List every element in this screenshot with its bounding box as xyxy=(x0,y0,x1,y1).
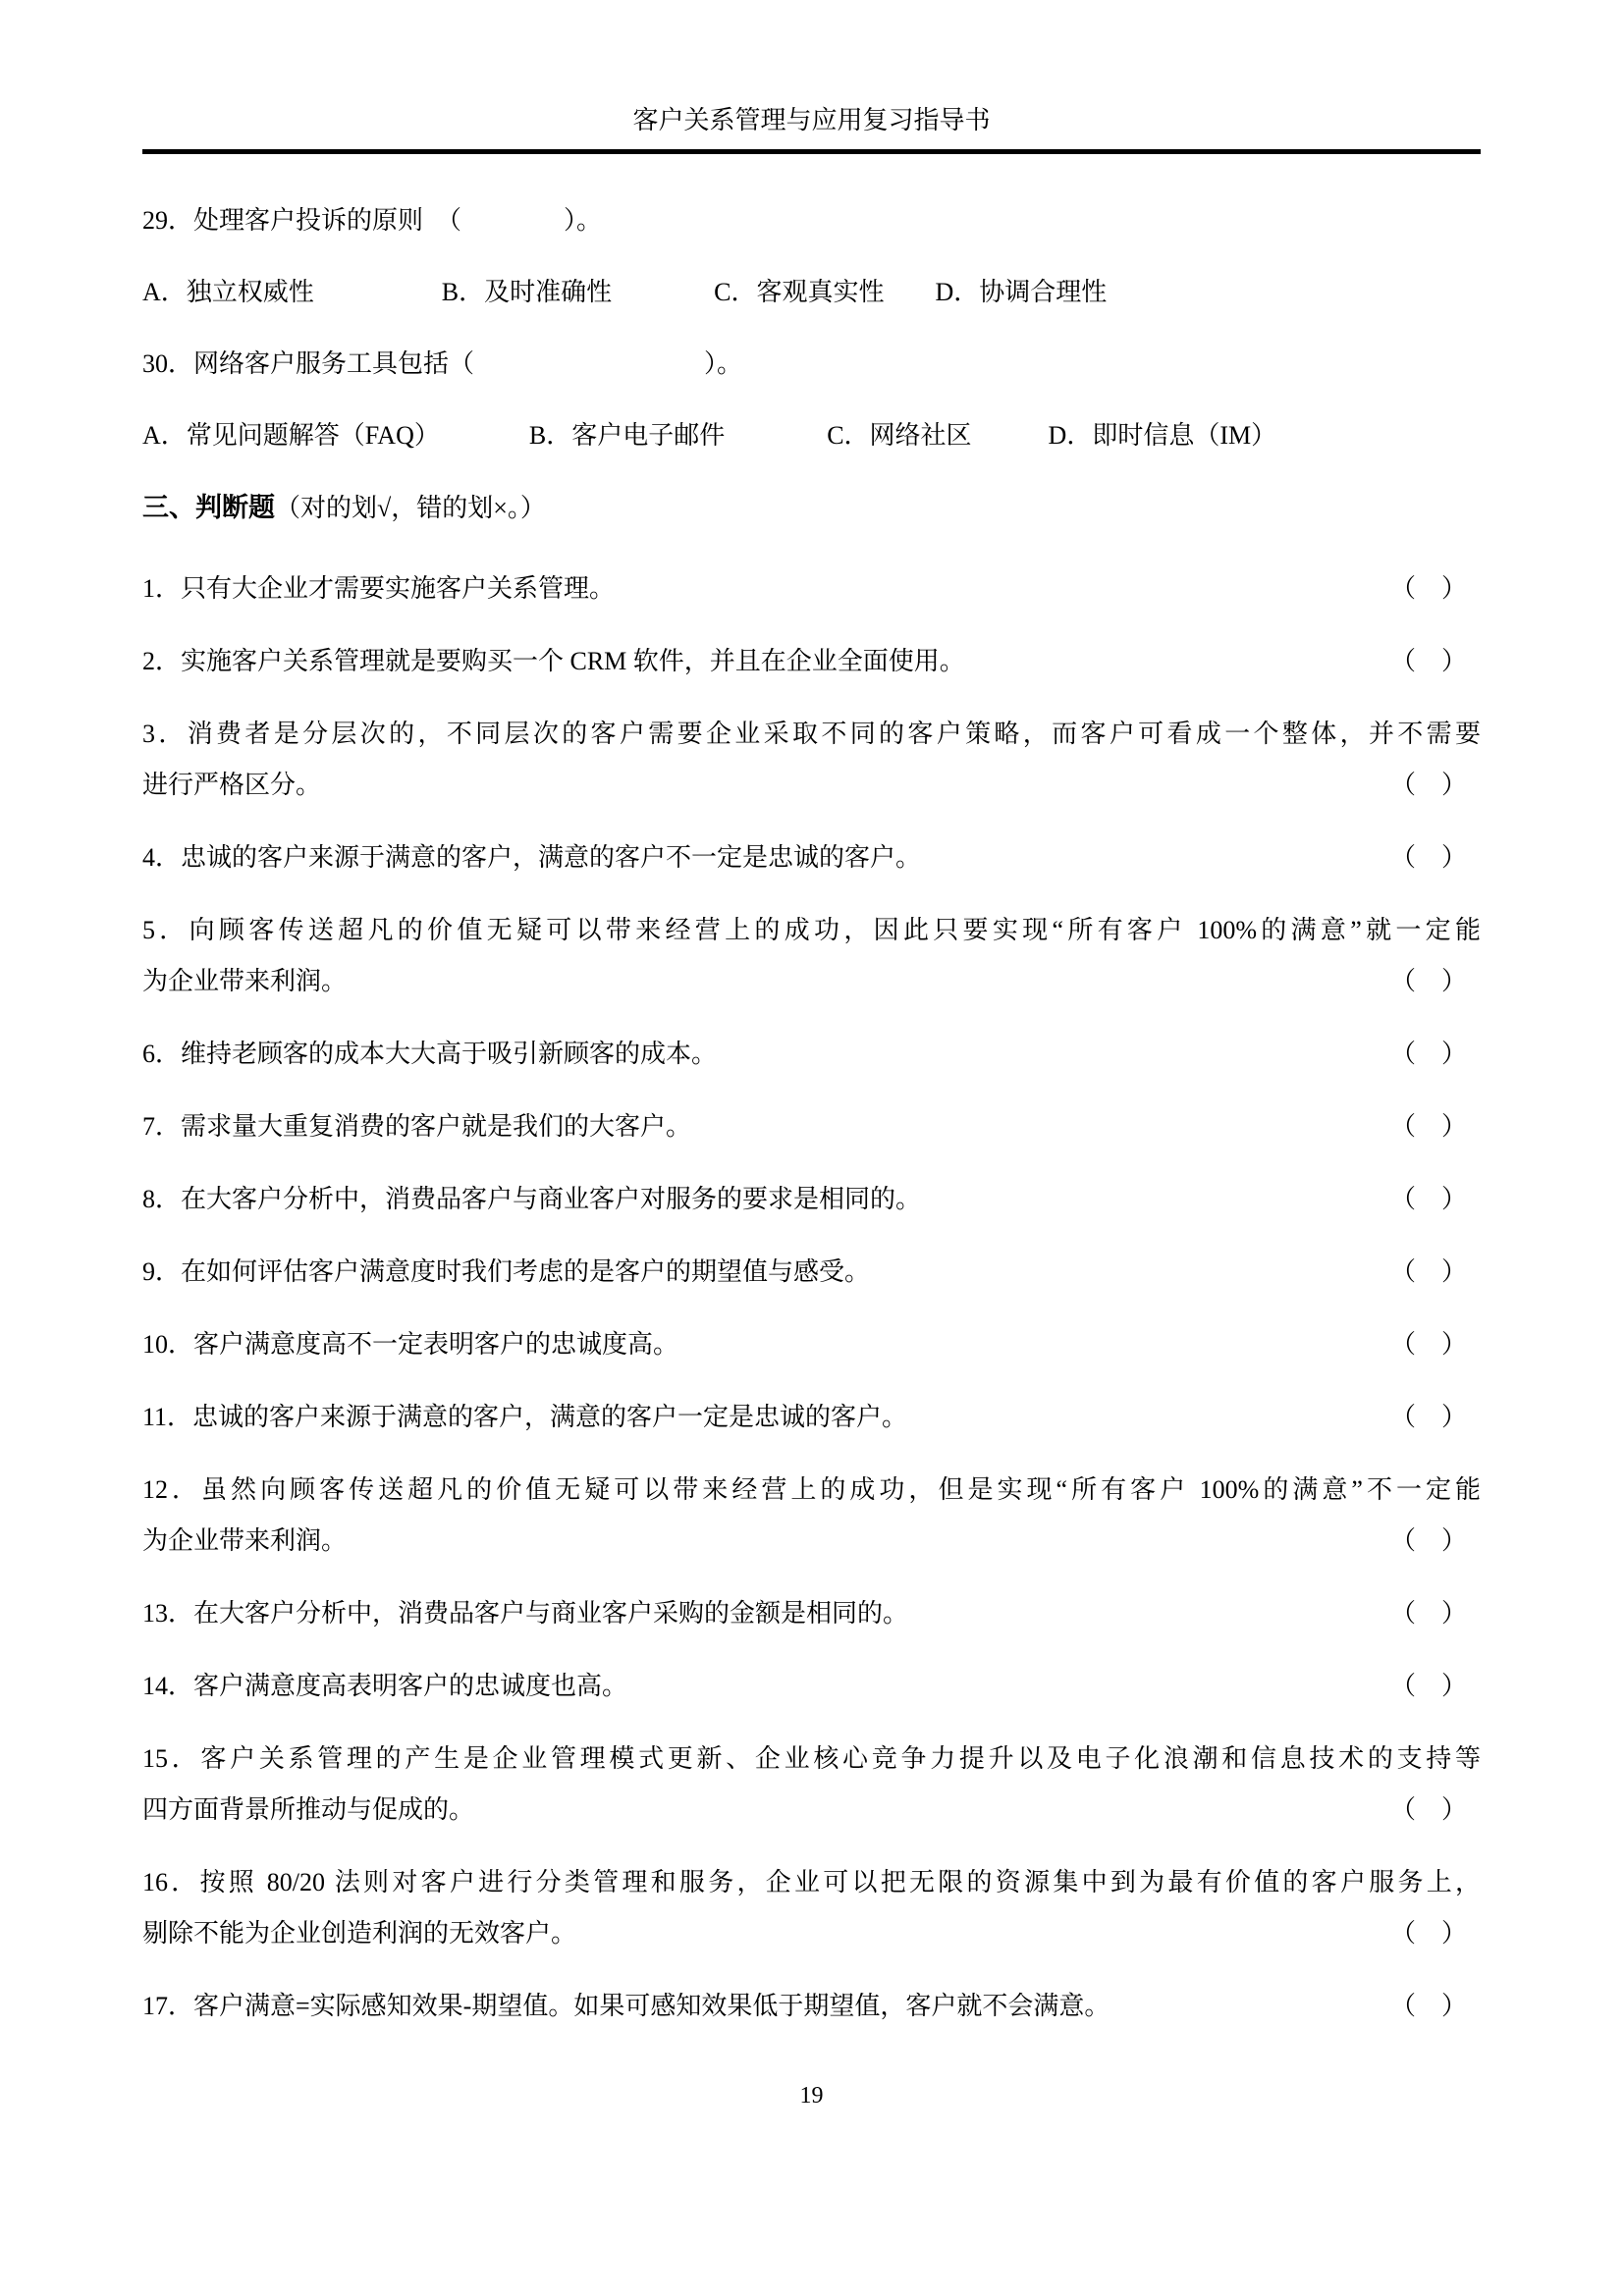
section-title: 三、判断题 xyxy=(142,493,275,522)
answer-blank: （ ） xyxy=(1389,647,1467,675)
answer-blank: （ ） xyxy=(1389,1526,1467,1555)
item-text: 15．客户关系管理的产生是企业管理模式更新、企业核心竞争力提升以及电子化浪潮和信息技术的支持等 xyxy=(142,1744,1481,1773)
answer-blank: （ ） xyxy=(1389,574,1467,603)
item-text: 13．在大客户分析中，消费品客户与商业客户采购的金额是相同的。 xyxy=(142,1599,909,1628)
page-content xyxy=(142,0,1481,2110)
item-text: 14．客户满意度高表明客户的忠诚度也高。 xyxy=(142,1672,628,1700)
item-text: 1．只有大企业才需要实施客户关系管理。 xyxy=(142,574,616,603)
answer-blank: （ ） xyxy=(1389,967,1467,995)
true-false-item-9 xyxy=(142,1247,1481,1298)
question-30: 30．网络客户服务工具包括（ ）。 xyxy=(142,349,743,378)
item-text: 11．忠诚的客户来源于满意的客户，满意的客户一定是忠诚的客户。 xyxy=(142,1403,908,1431)
true-false-item-17 xyxy=(142,1981,1481,2032)
answer-blank: （ ） xyxy=(1389,843,1467,872)
item-text: 6．维持老顾客的成本大大高于吸引新顾客的成本。 xyxy=(142,1040,718,1068)
item-text: 7．需求量大重复消费的客户就是我们的大客户。 xyxy=(142,1112,692,1141)
item-text: 10．客户满意度高不一定表明客户的忠诚度高。 xyxy=(142,1330,679,1359)
answer-blank: （ ） xyxy=(1389,1795,1467,1824)
true-false-item-6 xyxy=(142,1029,1481,1080)
answer-blank: （ ） xyxy=(1389,1919,1467,1948)
true-false-item-7 xyxy=(142,1101,1481,1152)
item-text: 为企业带来利润。 xyxy=(142,967,348,995)
true-false-item-11 xyxy=(142,1392,1481,1443)
answer-blank: （ ） xyxy=(1389,1599,1467,1628)
header-divider xyxy=(142,149,1481,154)
item-text: 进行严格区分。 xyxy=(142,771,322,799)
item-text: 17．客户满意=实际感知效果-期望值。如果可感知效果低于期望值，客户就不会满意。 xyxy=(142,1992,1110,2020)
item-text: 12．虽然向顾客传送超凡的价值无疑可以带来经营上的成功，但是实现“所有客户 100%的满意”不一定能 xyxy=(142,1475,1481,1504)
true-false-item-4 xyxy=(142,832,1481,883)
true-false-item-12 xyxy=(142,1465,1481,1567)
answer-blank: （ ） xyxy=(1389,1672,1467,1700)
item-text: 5．向顾客传送超凡的价值无疑可以带来经营上的成功，因此只要实现“所有客户 100%的满意”就一定能 xyxy=(142,916,1481,944)
question-29-options: A．独立权威性 B．及时准确性 C．客观真实性 D．协调合理性 xyxy=(142,278,1108,306)
section-heading xyxy=(142,482,1481,534)
item-text: 9．在如何评估客户满意度时我们考虑的是客户的期望值与感受。 xyxy=(142,1257,871,1286)
true-false-item-10 xyxy=(142,1319,1481,1370)
true-false-item-1 xyxy=(142,563,1481,614)
true-false-item-14 xyxy=(142,1661,1481,1712)
item-text: 16．按照 80/20 法则对客户进行分类管理和服务，企业可以把无限的资源集中到为最有价值的客户服务上， xyxy=(142,1868,1481,1896)
answer-blank: （ ） xyxy=(1389,771,1467,799)
page-number: 19 xyxy=(799,2083,824,2109)
true-false-item-16 xyxy=(142,1857,1481,1959)
item-text: 剔除不能为企业创造利润的无效客户。 xyxy=(142,1919,577,1948)
item-text: 为企业带来利润。 xyxy=(142,1526,348,1555)
true-false-item-8 xyxy=(142,1174,1481,1225)
question-29: 29．处理客户投诉的原则 （ ）。 xyxy=(142,206,603,235)
answer-blank: （ ） xyxy=(1389,1185,1467,1213)
answer-blank: （ ） xyxy=(1389,1040,1467,1068)
item-text: 8．在大客户分析中，消费品客户与商业客户对服务的要求是相同的。 xyxy=(142,1185,922,1213)
answer-blank: （ ） xyxy=(1389,1403,1467,1431)
item-text: 2．实施客户关系管理就是要购买一个 CRM 软件，并且在企业全面使用。 xyxy=(142,647,965,675)
item-text: 3．消费者是分层次的，不同层次的客户需要企业采取不同的客户策略，而客户可看成一个整体，并不需要 xyxy=(142,720,1481,748)
answer-blank: （ ） xyxy=(1389,1330,1467,1359)
true-false-item-15 xyxy=(142,1734,1481,1836)
answer-blank: （ ） xyxy=(1389,1112,1467,1141)
true-false-item-13 xyxy=(142,1588,1481,1639)
question-30-options: A．常见问题解答（FAQ） B．客户电子邮件 C．网络社区 D．即时信息（IM） xyxy=(142,421,1277,450)
item-text: 四方面背景所推动与促成的。 xyxy=(142,1795,475,1824)
true-false-item-5 xyxy=(142,905,1481,1007)
answer-blank: （ ） xyxy=(1389,1992,1467,2020)
section-instructions: （对的划√，错的划×。） xyxy=(275,494,546,522)
answer-blank: （ ） xyxy=(1389,1257,1467,1286)
item-text: 4．忠诚的客户来源于满意的客户，满意的客户不一定是忠诚的客户。 xyxy=(142,843,922,872)
true-false-item-3 xyxy=(142,709,1481,811)
page-header-title: 客户关系管理与应用复习指导书 xyxy=(632,106,991,134)
true-false-item-2 xyxy=(142,636,1481,687)
